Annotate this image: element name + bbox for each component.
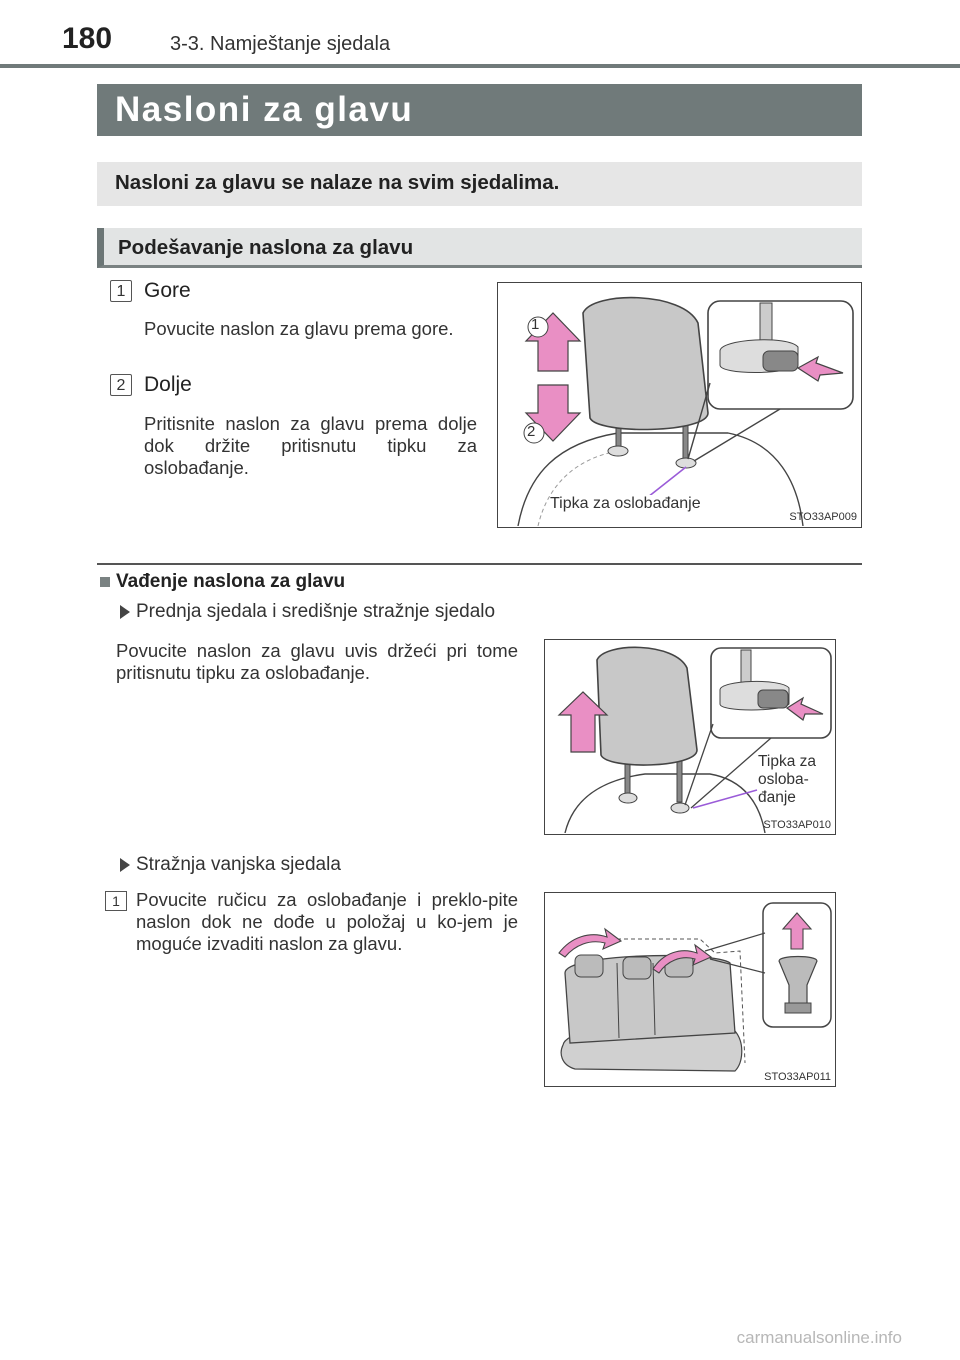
removal-heading: Vađenje naslona za glavu — [116, 571, 346, 592]
front-seats-text: Povucite naslon za glavu uvis držeći pri tome pritisnutu tipku za oslobađanje. — [116, 640, 518, 683]
subsection-heading: Podešavanje naslona za glavu — [118, 236, 414, 259]
page-number: 180 — [62, 22, 113, 55]
figure-code: STO33AP010 — [763, 819, 831, 831]
front-release-label — [758, 753, 816, 807]
square-bullet — [100, 577, 110, 587]
chapter-title: 3-3. Namještanje sjedala — [170, 33, 391, 55]
front-removal-figure — [544, 639, 836, 835]
rear-seats-text: Povucite ručicu za oslobađanje i preklo-pite naslon dok ne dođe u položaj u ko-jem je moguće izvaditi naslon za glavu. — [136, 889, 518, 954]
front-seats-heading: Prednja sjedala i središnje stražnje sjedalo — [136, 601, 496, 622]
rear-seats-heading: Stražnja vanjska sjedala — [136, 854, 341, 875]
item-text-up: Povucite naslon za glavu prema gore. — [144, 318, 454, 339]
item-badge-1: 1 — [110, 280, 132, 302]
step-badge-1: 1 — [105, 891, 127, 911]
release-button-label: Tipka za oslobađanje — [550, 495, 701, 512]
page-title: Nasloni za glavu — [115, 90, 414, 129]
header-rule — [0, 64, 960, 68]
callout-2: 2 — [527, 423, 536, 440]
intro-text: Nasloni za glavu se nalaze na svim sjedalima. — [115, 171, 560, 194]
front-release-label-line1: Tipka za — [758, 753, 817, 770]
item-label-down: Dolje — [144, 373, 192, 396]
rear-removal-illustration — [545, 893, 835, 1085]
subsection-bar — [97, 228, 862, 268]
section-title-bar — [97, 84, 862, 136]
figure-code: STO33AP011 — [764, 1071, 831, 1083]
rear-removal-figure — [544, 892, 836, 1087]
item-text-down: Pritisnite naslon za glavu prema dolje dok držite pritisnutu tipku za oslobađanje. — [144, 413, 477, 478]
item-badge-2: 2 — [110, 374, 132, 396]
headrest-adjust-figure — [497, 282, 862, 528]
callout-1: 1 — [531, 316, 540, 333]
figure-code: STO33AP009 — [789, 511, 857, 523]
headrest-adjust-illustration — [498, 283, 860, 526]
section-divider — [97, 563, 862, 565]
intro-box — [97, 162, 862, 206]
triangle-bullet — [120, 858, 130, 872]
front-release-label-line3: đanje — [758, 789, 796, 806]
watermark: carmanualsonline.info — [736, 1328, 902, 1347]
triangle-bullet — [120, 605, 130, 619]
item-label-up: Gore — [144, 279, 191, 302]
front-release-label-line2: osloba- — [758, 771, 809, 788]
